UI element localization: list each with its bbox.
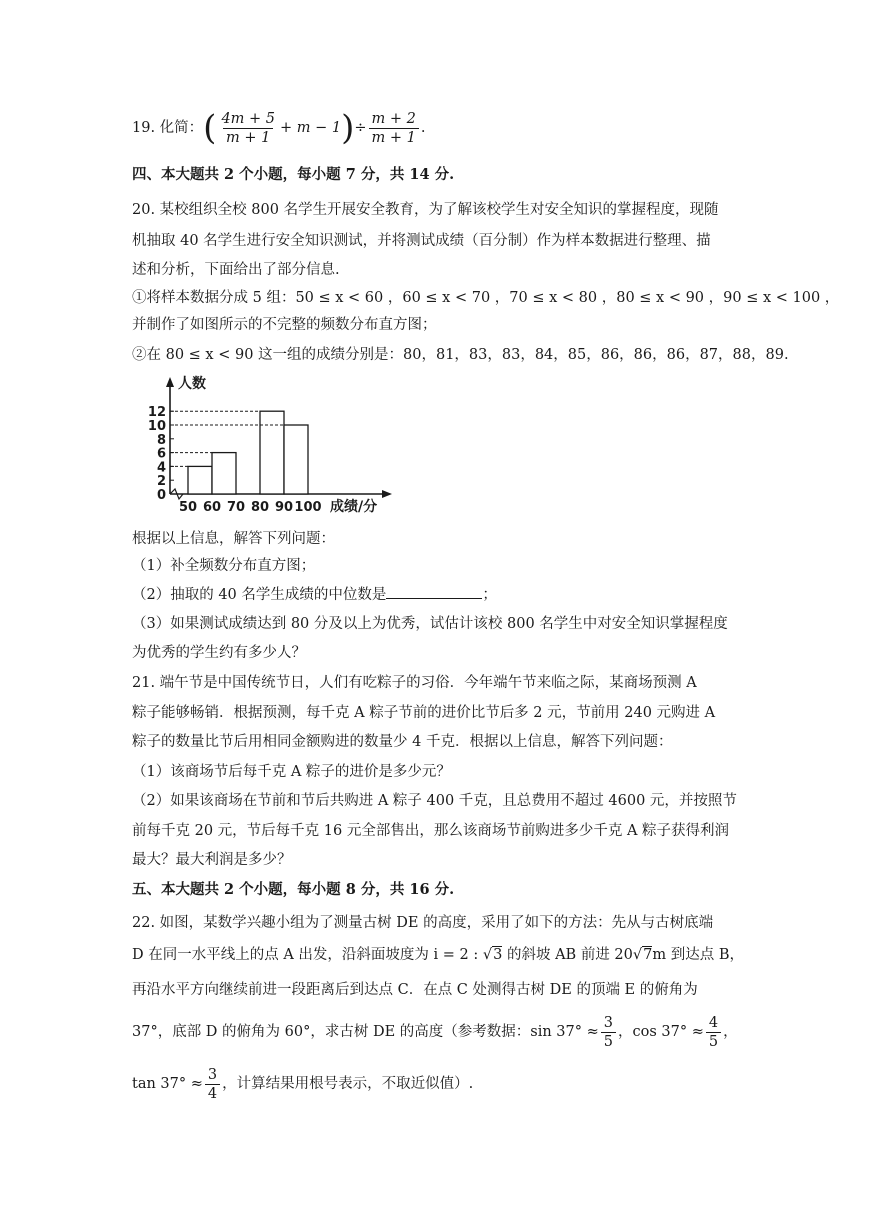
y-axis-label: 人数 — [178, 376, 206, 392]
q20-sub-2: （2）抽取的 40 名学生成绩的中位数是 ； — [132, 584, 497, 605]
q20-after: 根据以上信息，解答下列问题： — [132, 531, 335, 547]
y-tick-label: 6 — [156, 446, 166, 462]
sin37-fraction: $\frac{3}{5}$ — [601, 1014, 616, 1051]
q22-line-1: 22. 如图，某数学兴趣小组为了测量古树 DE 的高度，采用了如下的方法：先从与古树底端 — [132, 915, 714, 931]
y-tick-label: 12 — [147, 405, 166, 421]
q20-line-1: 20. 某校组织全校 800 名学生开展安全教育，为了解该校学生对安全知识的掌握程度，现随 — [132, 202, 719, 218]
q20-info-2: ②在 80 ≤ x < 90 这一组的成绩分别是：80，81，83，83，84，85，86，86，86，87，88，89. — [132, 347, 789, 363]
q20-line-2: 机抽取 40 名学生进行安全知识测试，并将测试成绩（百分制）作为样本数据进行整理、描 — [132, 233, 711, 249]
x-tick-label: 90 — [274, 500, 294, 515]
q22-line-5: tan 37° ≈ $\frac{3}{4}$ ，计算结果用根号表示，不取近似值）. — [132, 1066, 474, 1102]
x-tick-label: 100 — [294, 500, 322, 515]
histogram-bar — [212, 453, 236, 494]
q21-line-3: 粽子的数量比节后用相同金额购进的数量少 4 千克．根据以上信息，解答下列问题： — [132, 734, 673, 750]
y-tick-label: 4 — [156, 460, 166, 476]
y-tick-label: 10 — [147, 419, 166, 434]
x-tick-label: 60 — [202, 500, 222, 515]
q22-line-4: 37°，底部 D 的俯角为 60°，求古树 DE 的高度（参考数据：sin 37° ≈ $\frac{3}{5}$ ，cos 37° ≈ $\frac{4}{5}$ ， — [132, 1014, 738, 1050]
q21-sub-1: （1）该商场节后每千克 A 粽子的进价是多少元？ — [132, 764, 451, 780]
histogram-chart — [140, 372, 400, 520]
q20-info-1: ①将样本数据分成 5 组：50 ≤ x < 60 ，60 ≤ x < 70 ，70 ≤ x < 80 ，80 ≤ x < 90 ，90 ≤ x < 100 ， — [132, 290, 840, 306]
q22-line-2: D 在同一水平线上的点 A 出发，沿斜面坡度为 i = 2 : √3 的斜坡 AB 前进 20√7m 到达点 B， — [132, 947, 744, 963]
y-tick-label: 8 — [156, 432, 166, 448]
tan37-fraction: $\frac{3}{4}$ — [205, 1066, 220, 1103]
q19-fraction-2: $\frac{m + 2}{m + 1}$ — [369, 110, 419, 147]
section-5-heading: 五、本大题共 2 个小题，每小题 8 分，共 16 分. — [132, 881, 455, 898]
q19-number: 19. — [132, 120, 156, 136]
histogram-bar — [188, 466, 212, 494]
x-tick-label: 70 — [226, 500, 246, 515]
x-axis-label: 成绩/分 — [330, 499, 378, 515]
q21-line-2: 粽子能够畅销．根据预测，每千克 A 粽子节前的进价比节后多 2 元，节前用 240 元购进 A — [132, 705, 716, 721]
q21-sub-2c: 最大？最大利润是多少？ — [132, 852, 292, 868]
section-4-heading: 四、本大题共 2 个小题，每小题 7 分，共 14 分. — [132, 166, 455, 183]
x-tick-label: 50 — [178, 500, 198, 515]
q20-sub-1: （1）补全频数分布直方图； — [132, 558, 316, 574]
y-tick-label: 2 — [156, 474, 166, 490]
q22-line-3: 再沿水平方向继续前进一段距离后到达点 C．在点 C 处测得古树 DE 的顶端 E 的俯角为 — [132, 982, 698, 998]
q20-sub-3a: （3）如果测试成绩达到 80 分及以上为优秀，试估计该校 800 名学生中对安全知识掌握程度 — [132, 616, 728, 632]
question-19: 19. 化简： ( $\frac{4m + 5}{m + 1}$ + m − 1 ) ÷ $\frac{m + 2}{m + 1}$ . — [132, 108, 426, 148]
histogram-bar — [260, 411, 284, 494]
q21-sub-2b: 前每千克 20 元，节后每千克 16 元全部售出，那么该商场节前购进多少千克 A 粽子获得利润 — [132, 823, 730, 839]
histogram-bar — [284, 425, 308, 494]
q20-sub-3b: 为优秀的学生约有多少人？ — [132, 645, 306, 661]
x-tick-label: 80 — [250, 500, 270, 515]
q19-prefix: 化简： — [159, 120, 204, 136]
q19-fraction-1: $\frac{4m + 5}{m + 1}$ — [221, 110, 276, 146]
q21-sub-2a: （2）如果该商场在节前和节后共购进 A 粽子 400 千克，且总费用不超过 4600 元，并按照节 — [132, 793, 737, 809]
q21-line-1: 21. 端午节是中国传统节日，人们有吃粽子的习俗．今年端午节来临之际，某商场预测 A — [132, 675, 697, 691]
y-axis-arrow — [166, 377, 174, 387]
q20-info-1b: 并制作了如图所示的不完整的频数分布直方图； — [132, 317, 437, 333]
answer-blank — [386, 584, 482, 599]
q20-line-3: 述和分析，下面给出了部分信息. — [132, 262, 340, 278]
y-tick-label: 0 — [156, 488, 166, 503]
cos37-fraction: $\frac{4}{5}$ — [706, 1014, 721, 1051]
x-axis-arrow — [382, 490, 392, 498]
